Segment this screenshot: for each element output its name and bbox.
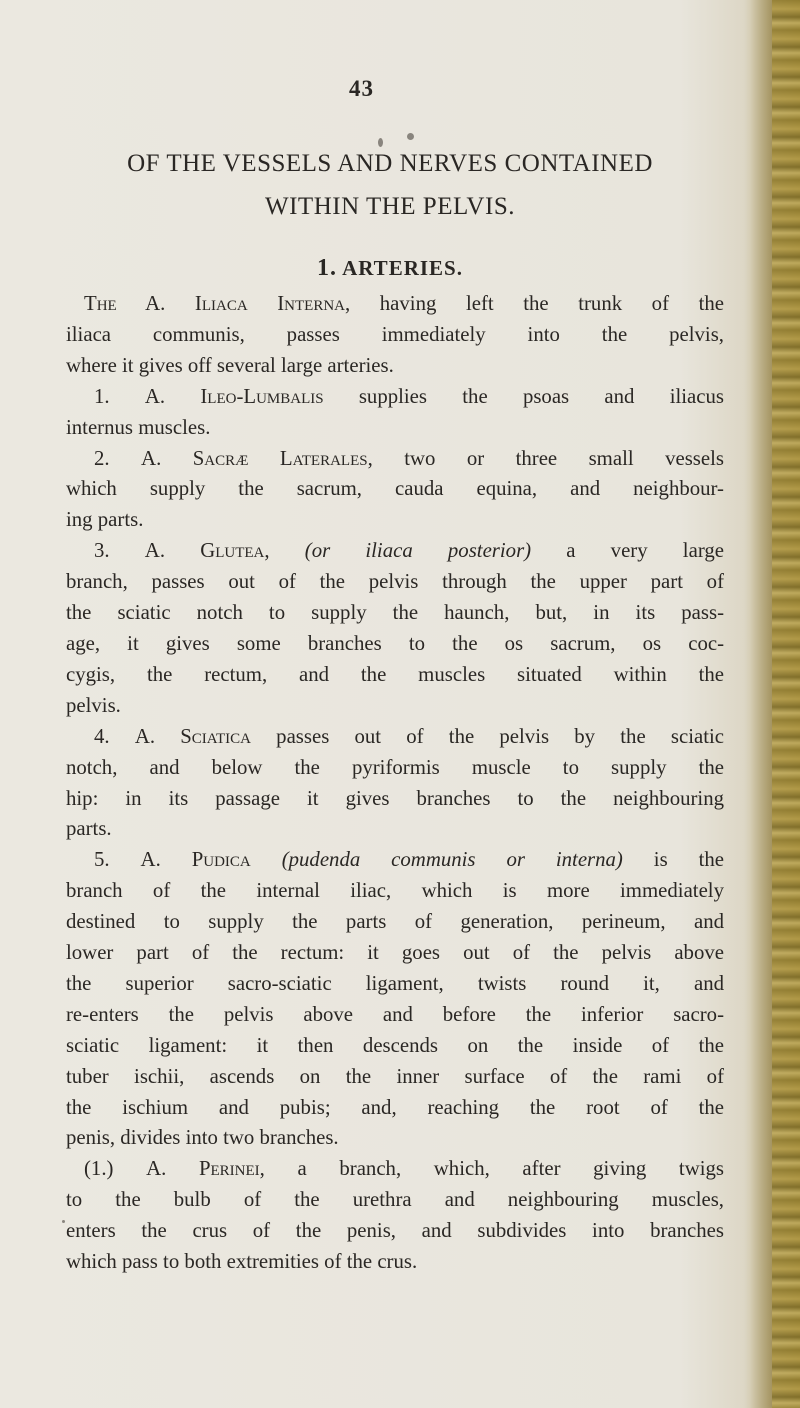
chapter-title-line-1: OF THE VESSELS AND NERVES CONTAINED — [127, 150, 653, 177]
paragraph-2-line: which supply the sacrum, cauda equina, and neighbour- — [66, 477, 724, 501]
ink-speck — [407, 133, 414, 140]
item-number: 2. — [94, 446, 110, 470]
paragraph-intro-line: iliaca communis, passes immediately into the pelvis, — [66, 322, 724, 346]
paragraph-3-line: age, it gives some branches to the os sacrum, os coc- — [66, 631, 724, 655]
ink-speck — [62, 1220, 65, 1223]
artery-name: A. Glutea, — [144, 539, 270, 563]
paragraph-intro-line: where it gives off several large arteries. — [66, 353, 394, 377]
artery-name: A. Ileo-Lumbalis — [144, 384, 324, 408]
paragraph-3-line: 3. A. Glutea, (or iliaca posterior) a very large — [94, 539, 724, 563]
paragraph-2-line: 2. A. Sacræ Laterales, two or three small vessels — [94, 446, 724, 470]
paragraph-3-line: pelvis. — [66, 693, 121, 717]
item-number: 1. — [94, 384, 110, 408]
paragraph-sub-1-line: (1.) A. Perinei, a branch, which, after giving twigs — [84, 1157, 724, 1181]
section-label: ARTERIES. — [342, 256, 463, 280]
item-number: 3. — [94, 539, 110, 563]
paragraph-5-line: 5. A. Pudica (pudenda communis or interna) is the — [94, 848, 724, 872]
chapter-title-line-2: WITHIN THE PELVIS. — [265, 193, 515, 220]
paragraph-5-line: branch of the internal iliac, which is more immediately — [66, 879, 724, 903]
section-heading — [0, 255, 780, 282]
alternate-name: (or iliaca posterior) — [304, 539, 532, 563]
artery-name: A. Sciatica — [134, 724, 251, 748]
ink-speck — [378, 138, 383, 147]
paragraph-3-line: branch, passes out of the pelvis through the upper part of — [66, 570, 724, 594]
item-number: (1.) — [84, 1157, 114, 1181]
item-number: 4. — [94, 724, 110, 748]
paragraph-4-line: 4. A. Sciatica passes out of the pelvis by the sciatic — [94, 724, 724, 748]
paragraph-5-line: the ischium and pubis; and, reaching the root of the — [66, 1095, 724, 1119]
page-number: 43 — [349, 76, 374, 101]
artery-name: A. Perinei, — [146, 1157, 265, 1181]
paragraph-3-line: cygis, the rectum, and the muscles situated within the — [66, 662, 724, 686]
paragraph-5-line: penis, divides into two branches. — [66, 1126, 339, 1150]
paragraph-sub-1-line: to the bulb of the urethra and neighbouring muscles, — [66, 1188, 724, 1212]
item-number: 5. — [94, 848, 110, 872]
paragraph-4-line: notch, and below the pyriformis muscle to supply the — [66, 755, 724, 779]
paragraph-4-line: hip: in its passage it gives branches to the neighbouring — [66, 786, 724, 810]
alternate-name: (pudenda communis or interna) — [281, 848, 623, 872]
artery-name: A. Pudica — [140, 848, 251, 872]
paragraph-5-line: re-enters the pelvis above and before the inferior sacro- — [66, 1002, 724, 1026]
artery-name: A. Sacræ Laterales, — [141, 446, 373, 470]
paragraph-2-line: ing parts. — [66, 508, 144, 532]
artery-name: The A. Iliaca Interna, — [84, 292, 351, 315]
paragraph-5-line: the superior sacro-sciatic ligament, twists round it, and — [66, 971, 724, 995]
section-number: 1. — [317, 255, 337, 281]
paragraph-5-line: lower part of the rectum: it goes out of the pelvis above — [66, 941, 724, 965]
paragraph-intro-line: The A. Iliaca Interna, having left the trunk of the — [84, 292, 724, 315]
paragraph-5-line: destined to supply the parts of generation, perineum, and — [66, 910, 724, 934]
body-text — [66, 289, 724, 1278]
paragraph-5-line: tuber ischii, ascends on the inner surface of the rami of — [66, 1064, 724, 1088]
paragraph-3-line: the sciatic notch to supply the haunch, but, in its pass- — [66, 601, 724, 625]
paragraph-sub-1-line: which pass to both extremities of the crus. — [66, 1250, 418, 1274]
paragraph-4-line: parts. — [66, 817, 112, 841]
paragraph-1-line: internus muscles. — [66, 415, 211, 439]
paragraph-sub-1-line: enters the crus of the penis, and subdivides into branches — [66, 1219, 724, 1243]
paragraph-1-line: 1. A. Ileo-Lumbalis supplies the psoas and iliacus — [94, 384, 724, 408]
paragraph-5-line: sciatic ligament: it then descends on the inside of the — [66, 1033, 724, 1057]
